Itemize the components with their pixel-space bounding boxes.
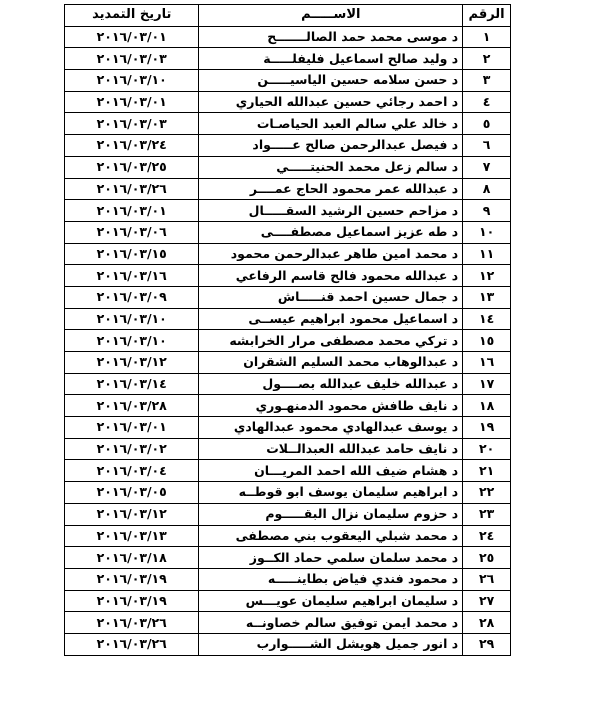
row-name: د نايف حامد عبدالله العبدالــلات [199, 438, 463, 460]
row-number: ٣ [463, 70, 511, 92]
row-date: ٢٠١٦/٠٣/١٠ [65, 308, 199, 330]
row-name: د عبدالله خليف عبدالله بصــــول [199, 373, 463, 395]
row-number: ٢٧ [463, 590, 511, 612]
row-date: ٢٠١٦/٠٣/٠٢ [65, 438, 199, 460]
table-row [65, 70, 511, 92]
table-row [65, 91, 511, 113]
table-row [65, 438, 511, 460]
table-row [65, 352, 511, 374]
row-name: د طه عزيز اسماعيل مصطفــــى [199, 221, 463, 243]
table-row [65, 243, 511, 265]
table-row [65, 113, 511, 135]
row-name: د عبدالله عمر محمود الحاج عمــــر [199, 178, 463, 200]
row-number: ٨ [463, 178, 511, 200]
table-row [65, 200, 511, 222]
row-number: ١٧ [463, 373, 511, 395]
table-row [65, 26, 511, 48]
row-date: ٢٠١٦/٠٣/٠٣ [65, 113, 199, 135]
table-row [65, 286, 511, 308]
header-date: تاريخ التمديد [65, 5, 199, 27]
row-number: ١٣ [463, 286, 511, 308]
table-row [65, 395, 511, 417]
row-number: ٢٣ [463, 503, 511, 525]
table-row [65, 265, 511, 287]
table-row [65, 178, 511, 200]
row-date: ٢٠١٦/٠٣/٢٤ [65, 135, 199, 157]
row-number: ١٥ [463, 330, 511, 352]
row-date: ٢٠١٦/٠٣/١٦ [65, 265, 199, 287]
header-number: الرقم [463, 5, 511, 27]
row-number: ١٤ [463, 308, 511, 330]
row-name: د هشام ضيف الله احمد المريـــان [199, 460, 463, 482]
row-date: ٢٠١٦/٠٣/١٩ [65, 568, 199, 590]
table-body [65, 26, 511, 655]
row-number: ١٢ [463, 265, 511, 287]
row-number: ١١ [463, 243, 511, 265]
table-row [65, 221, 511, 243]
row-name: د ابراهيم سليمان يوسف ابو قوطــه [199, 482, 463, 504]
row-number: ٧ [463, 156, 511, 178]
row-name: د محمد شبلي اليعقوب بني مصطفى [199, 525, 463, 547]
row-name: د جمال حسين احمد قنـــــاش [199, 286, 463, 308]
row-name: د موسى محمد حمد الصالـــــــح [199, 26, 463, 48]
row-date: ٢٠١٦/٠٣/١٠ [65, 70, 199, 92]
table-row [65, 330, 511, 352]
table-row [65, 547, 511, 569]
row-name: د خالد علي سالم العبد الحياصـات [199, 113, 463, 135]
row-number: ٢ [463, 48, 511, 70]
row-date: ٢٠١٦/٠٣/١٥ [65, 243, 199, 265]
row-number: ٢٢ [463, 482, 511, 504]
table-row [65, 525, 511, 547]
row-name: د مزاحم حسين الرشيد السقـــــال [199, 200, 463, 222]
row-name: د محمود فندي فياض بطاينـــــه [199, 568, 463, 590]
row-date: ٢٠١٦/٠٣/٠٩ [65, 286, 199, 308]
row-number: ١٨ [463, 395, 511, 417]
row-name: د سليمان ابراهيم سليمان عويـــس [199, 590, 463, 612]
row-number: ٢١ [463, 460, 511, 482]
table-row [65, 417, 511, 439]
row-number: ٥ [463, 113, 511, 135]
row-date: ٢٠١٦/٠٣/٢٦ [65, 633, 199, 655]
row-name: د فيصل عبدالرحمن صالح عـــــواد [199, 135, 463, 157]
row-date: ٢٠١٦/٠٣/٢٦ [65, 178, 199, 200]
row-name: د حزوم سليمان نزال البقـــــوم [199, 503, 463, 525]
row-name: د يوسف عبدالهادي محمود عبدالهادي [199, 417, 463, 439]
row-number: ١٦ [463, 352, 511, 374]
row-date: ٢٠١٦/٠٣/١٠ [65, 330, 199, 352]
table-row [65, 373, 511, 395]
row-date: ٢٠١٦/٠٣/١٣ [65, 525, 199, 547]
table-row [65, 503, 511, 525]
row-name: د عبدالله محمود فالح قاسم الرفاعي [199, 265, 463, 287]
table-row [65, 482, 511, 504]
row-date: ٢٠١٦/٠٣/٠١ [65, 417, 199, 439]
table-row [65, 568, 511, 590]
row-name: د احمد رجائي حسين عبدالله الحياري [199, 91, 463, 113]
row-number: ٢٦ [463, 568, 511, 590]
row-date: ٢٠١٦/٠٣/٠١ [65, 200, 199, 222]
row-number: ٢٠ [463, 438, 511, 460]
row-name: د انور جميل هويشل الشـــــوارب [199, 633, 463, 655]
row-number: ٢٨ [463, 612, 511, 634]
row-date: ٢٠١٦/٠٣/٠٦ [65, 221, 199, 243]
table-row [65, 612, 511, 634]
row-number: ٩ [463, 200, 511, 222]
row-date: ٢٠١٦/٠٣/٠١ [65, 91, 199, 113]
row-number: ٢٥ [463, 547, 511, 569]
row-name: د حسن سلامه حسين الياسيـــــن [199, 70, 463, 92]
row-date: ٢٠١٦/٠٣/٢٦ [65, 612, 199, 634]
row-date: ٢٠١٦/٠٣/١٩ [65, 590, 199, 612]
row-number: ٦ [463, 135, 511, 157]
row-number: ١ [463, 26, 511, 48]
row-number: ٢٩ [463, 633, 511, 655]
row-number: ١٠ [463, 221, 511, 243]
extension-table [64, 4, 511, 656]
row-date: ٢٠١٦/٠٣/٢٥ [65, 156, 199, 178]
table-row [65, 48, 511, 70]
row-name: د سالم زعل محمد الحنيتـــــي [199, 156, 463, 178]
row-name: د نايف طافش محمود الدمنهـوري [199, 395, 463, 417]
row-name: د عبدالوهاب محمد السليم الشقران [199, 352, 463, 374]
row-date: ٢٠١٦/٠٣/١٢ [65, 352, 199, 374]
row-date: ٢٠١٦/٠٣/١٢ [65, 503, 199, 525]
row-name: د وليد صالح اسماعيل فليفلـــــة [199, 48, 463, 70]
table-row [65, 308, 511, 330]
header-name: الاســـــم [199, 5, 463, 27]
table-row [65, 460, 511, 482]
row-number: ٢٤ [463, 525, 511, 547]
row-name: د محمد امين طاهر عبدالرحمن محمود [199, 243, 463, 265]
row-date: ٢٠١٦/٠٣/٢٨ [65, 395, 199, 417]
row-date: ٢٠١٦/٠٣/٠٥ [65, 482, 199, 504]
row-number: ٤ [463, 91, 511, 113]
table-row [65, 633, 511, 655]
row-number: ١٩ [463, 417, 511, 439]
row-date: ٢٠١٦/٠٣/١٤ [65, 373, 199, 395]
row-date: ٢٠١٦/٠٣/٠١ [65, 26, 199, 48]
table-row [65, 135, 511, 157]
row-name: د محمد سلمان سلمي حماد الكــوز [199, 547, 463, 569]
table-row [65, 156, 511, 178]
table-row [65, 590, 511, 612]
header-row [65, 5, 511, 27]
row-date: ٢٠١٦/٠٣/١٨ [65, 547, 199, 569]
row-name: د تركي محمد مصطفى مرار الخرابشه [199, 330, 463, 352]
row-date: ٢٠١٦/٠٣/٠٤ [65, 460, 199, 482]
row-name: د اسماعيل محمود ابراهيم عيســى [199, 308, 463, 330]
row-date: ٢٠١٦/٠٣/٠٣ [65, 48, 199, 70]
row-name: د محمد ايمن توفيق سالم خصاونــه [199, 612, 463, 634]
